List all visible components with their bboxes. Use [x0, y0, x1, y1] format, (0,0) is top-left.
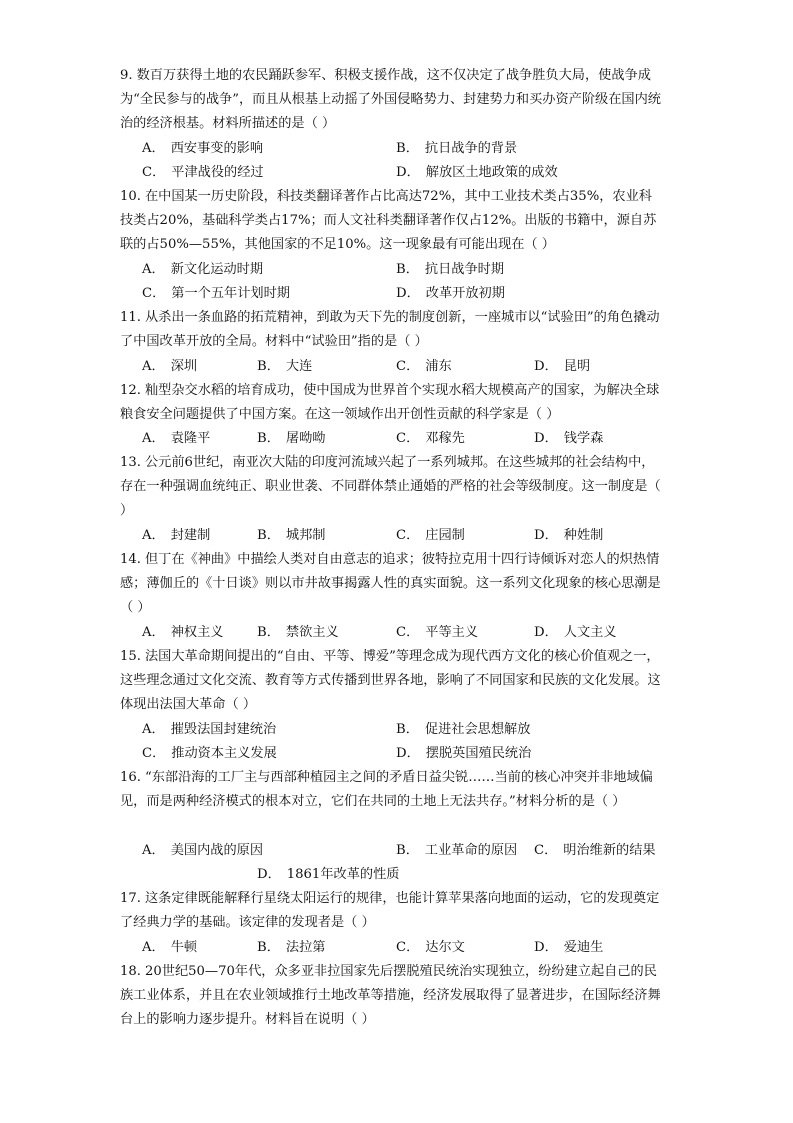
options-row	[120, 355, 680, 379]
question-14	[120, 548, 665, 621]
question-13	[120, 451, 665, 524]
option-b[interactable]: B． 城邦制	[257, 528, 326, 543]
option-d[interactable]: D． 人文主义	[534, 625, 617, 640]
option-a[interactable]: A． 封建制	[142, 528, 211, 543]
option-b[interactable]: B． 工业革命的原因	[396, 843, 518, 858]
question-9	[120, 64, 665, 137]
option-a[interactable]: A． 神权主义	[142, 625, 224, 640]
question-11	[120, 306, 665, 354]
option-a[interactable]: A． 深圳	[142, 359, 198, 374]
option-d[interactable]: D． 摆脱英国殖民统治	[396, 746, 532, 761]
option-d[interactable]: D． 钱学森	[534, 431, 604, 446]
question-text: 这条定律既能解释行星绕太阳运行的规律，也能计算苹果落向地面的运动，它的发现奠定了经典力学的基础。该定律的发现者是（ ）	[120, 891, 660, 931]
options-row	[120, 524, 680, 548]
option-b[interactable]: B． 抗日战争时期	[396, 262, 505, 277]
option-a[interactable]: A． 西安事变的影响	[142, 141, 264, 156]
options-row	[120, 161, 680, 185]
question-number: 11.	[120, 310, 141, 325]
question-12	[120, 379, 665, 427]
option-b[interactable]: B． 禁欲主义	[257, 625, 339, 640]
option-c[interactable]: C． 推动资本主义发展	[142, 746, 277, 761]
option-a[interactable]: A． 美国内战的原因	[142, 843, 264, 858]
option-d[interactable]: D． 昆明	[534, 359, 591, 374]
option-b[interactable]: B． 抗日战争的背景	[396, 141, 518, 156]
question-18	[120, 960, 665, 1033]
options-row	[120, 137, 680, 161]
option-c[interactable]: C． 明治维新的结果	[534, 843, 656, 858]
option-b[interactable]: B． 大连	[257, 359, 313, 374]
option-c[interactable]: C． 第一个五年计划时期	[142, 286, 290, 301]
option-a[interactable]: A． 新文化运动时期	[142, 262, 264, 277]
options-row	[120, 839, 680, 863]
options-row	[120, 282, 680, 306]
option-d[interactable]: D． 改革开放初期	[396, 286, 505, 301]
options-row	[120, 936, 680, 960]
option-d[interactable]: D． 解放区土地政策的成效	[396, 165, 558, 180]
question-text: 公元前6世纪，南亚次大陆的印度河流域兴起了一系列城邦。在这些城邦的社会结构中，存在一种强调血统纯正、职业世袭、不同群体禁止通婚的严格的社会等级制度。这一制度是（ ）	[120, 455, 661, 519]
option-b[interactable]: B． 屠呦呦	[257, 431, 326, 446]
option-b[interactable]: B． 法拉第	[257, 940, 326, 955]
option-d[interactable]: D． 种姓制	[534, 528, 604, 543]
options-row	[120, 718, 680, 742]
option-d[interactable]: D． 1861年改革的性质	[257, 867, 400, 882]
option-c[interactable]: C． 邓稼先	[396, 431, 465, 446]
question-text: 法国大革命期间提出的“自由、平等、博爱”等理念成为现代西方文化的核心价值观之一，这些理念通过文化交流、教育等方式传播到世界各地，影响了不同国家和民族的文化发展。这体现出法国大革命（ ）	[120, 649, 661, 713]
option-c[interactable]: C． 平等主义	[396, 625, 479, 640]
question-15	[120, 645, 665, 718]
question-10	[120, 185, 665, 258]
question-number: 16.	[120, 770, 141, 785]
options-row	[120, 863, 680, 887]
option-d[interactable]: D． 爱迪生	[534, 940, 604, 955]
options-row	[120, 427, 680, 451]
question-number: 18.	[120, 964, 141, 979]
option-c[interactable]: C． 平津战役的经过	[142, 165, 264, 180]
question-text: 数百万获得土地的农民踊跃参军、积极支援作战，这不仅决定了战争胜负大局，使战争成为“全民参与的战争”，而且从根基上动摇了外国侵略势力、封建势力和买办资产阶级在国内统治的经济根基。材料所描述的是（ ）	[120, 68, 661, 132]
question-text: 但丁在《神曲》中描绘人类对自由意志的追求；彼特拉克用十四行诗倾诉对恋人的炽热情感；薄伽丘的《十日谈》则以市井故事揭露人性的真实面貌。这一系列文化现象的核心思潮是（ ）	[120, 552, 661, 616]
question-number: 9.	[120, 68, 133, 83]
options-row	[120, 258, 680, 282]
options-row	[120, 621, 680, 645]
question-text: 从杀出一条血路的拓荒精神，到敢为天下先的制度创新，一座城市以“试验田”的角色撬动了中国改革开放的全局。材料中“试验田”指的是（ ）	[120, 310, 660, 350]
question-number: 13.	[120, 455, 141, 470]
options-row	[120, 742, 680, 766]
option-c[interactable]: C． 庄园制	[396, 528, 465, 543]
question-text: 20世纪50—70年代，众多亚非拉国家先后摆脱殖民统治实现独立，纷纷建立起自己的民族工业体系，并且在农业领域推行土地改革等措施，经济发展取得了显著进步，在国际经济舞台上的影响力逐步提升。材料旨在说明（ ）	[120, 964, 661, 1028]
question-number: 12.	[120, 383, 141, 398]
question-number: 10.	[120, 189, 141, 204]
question-text: 在中国某一历史阶段，科技类翻译著作占比高达72%，其中工业技术类占35%，农业科技类占20%，基础科学类占17%；而人文社科类翻译著作仅占12%。出版的书籍中，源自苏联的占50%—55%，其他国家的不足10%。这一现象最有可能出现在（ ）	[120, 189, 657, 253]
question-text: 籼型杂交水稻的培育成功，使中国成为世界首个实现水稻大规模高产的国家，为解决全球粮食安全问题提供了中国方案。在这一领域作出开创性贡献的科学家是（ ）	[120, 383, 660, 423]
option-b[interactable]: B． 促进社会思想解放	[396, 722, 531, 737]
question-17	[120, 887, 665, 935]
option-a[interactable]: A． 牛顿	[142, 940, 198, 955]
option-c[interactable]: C． 浦东	[396, 359, 452, 374]
question-number: 14.	[120, 552, 141, 567]
question-16	[120, 766, 665, 814]
question-text: “东部沿海的工厂主与西部种植园主之间的矛盾日益尖锐……当前的核心冲突并非地域偏见，而是两种经济模式的根本对立，它们在共同的土地上无法共存。”材料分析的是（ ）	[120, 770, 653, 810]
option-a[interactable]: A． 摧毁法国封建统治	[142, 722, 277, 737]
option-a[interactable]: A． 袁隆平	[142, 431, 211, 446]
question-number: 17.	[120, 891, 141, 906]
option-c[interactable]: C． 达尔文	[396, 940, 465, 955]
question-number: 15.	[120, 649, 141, 664]
